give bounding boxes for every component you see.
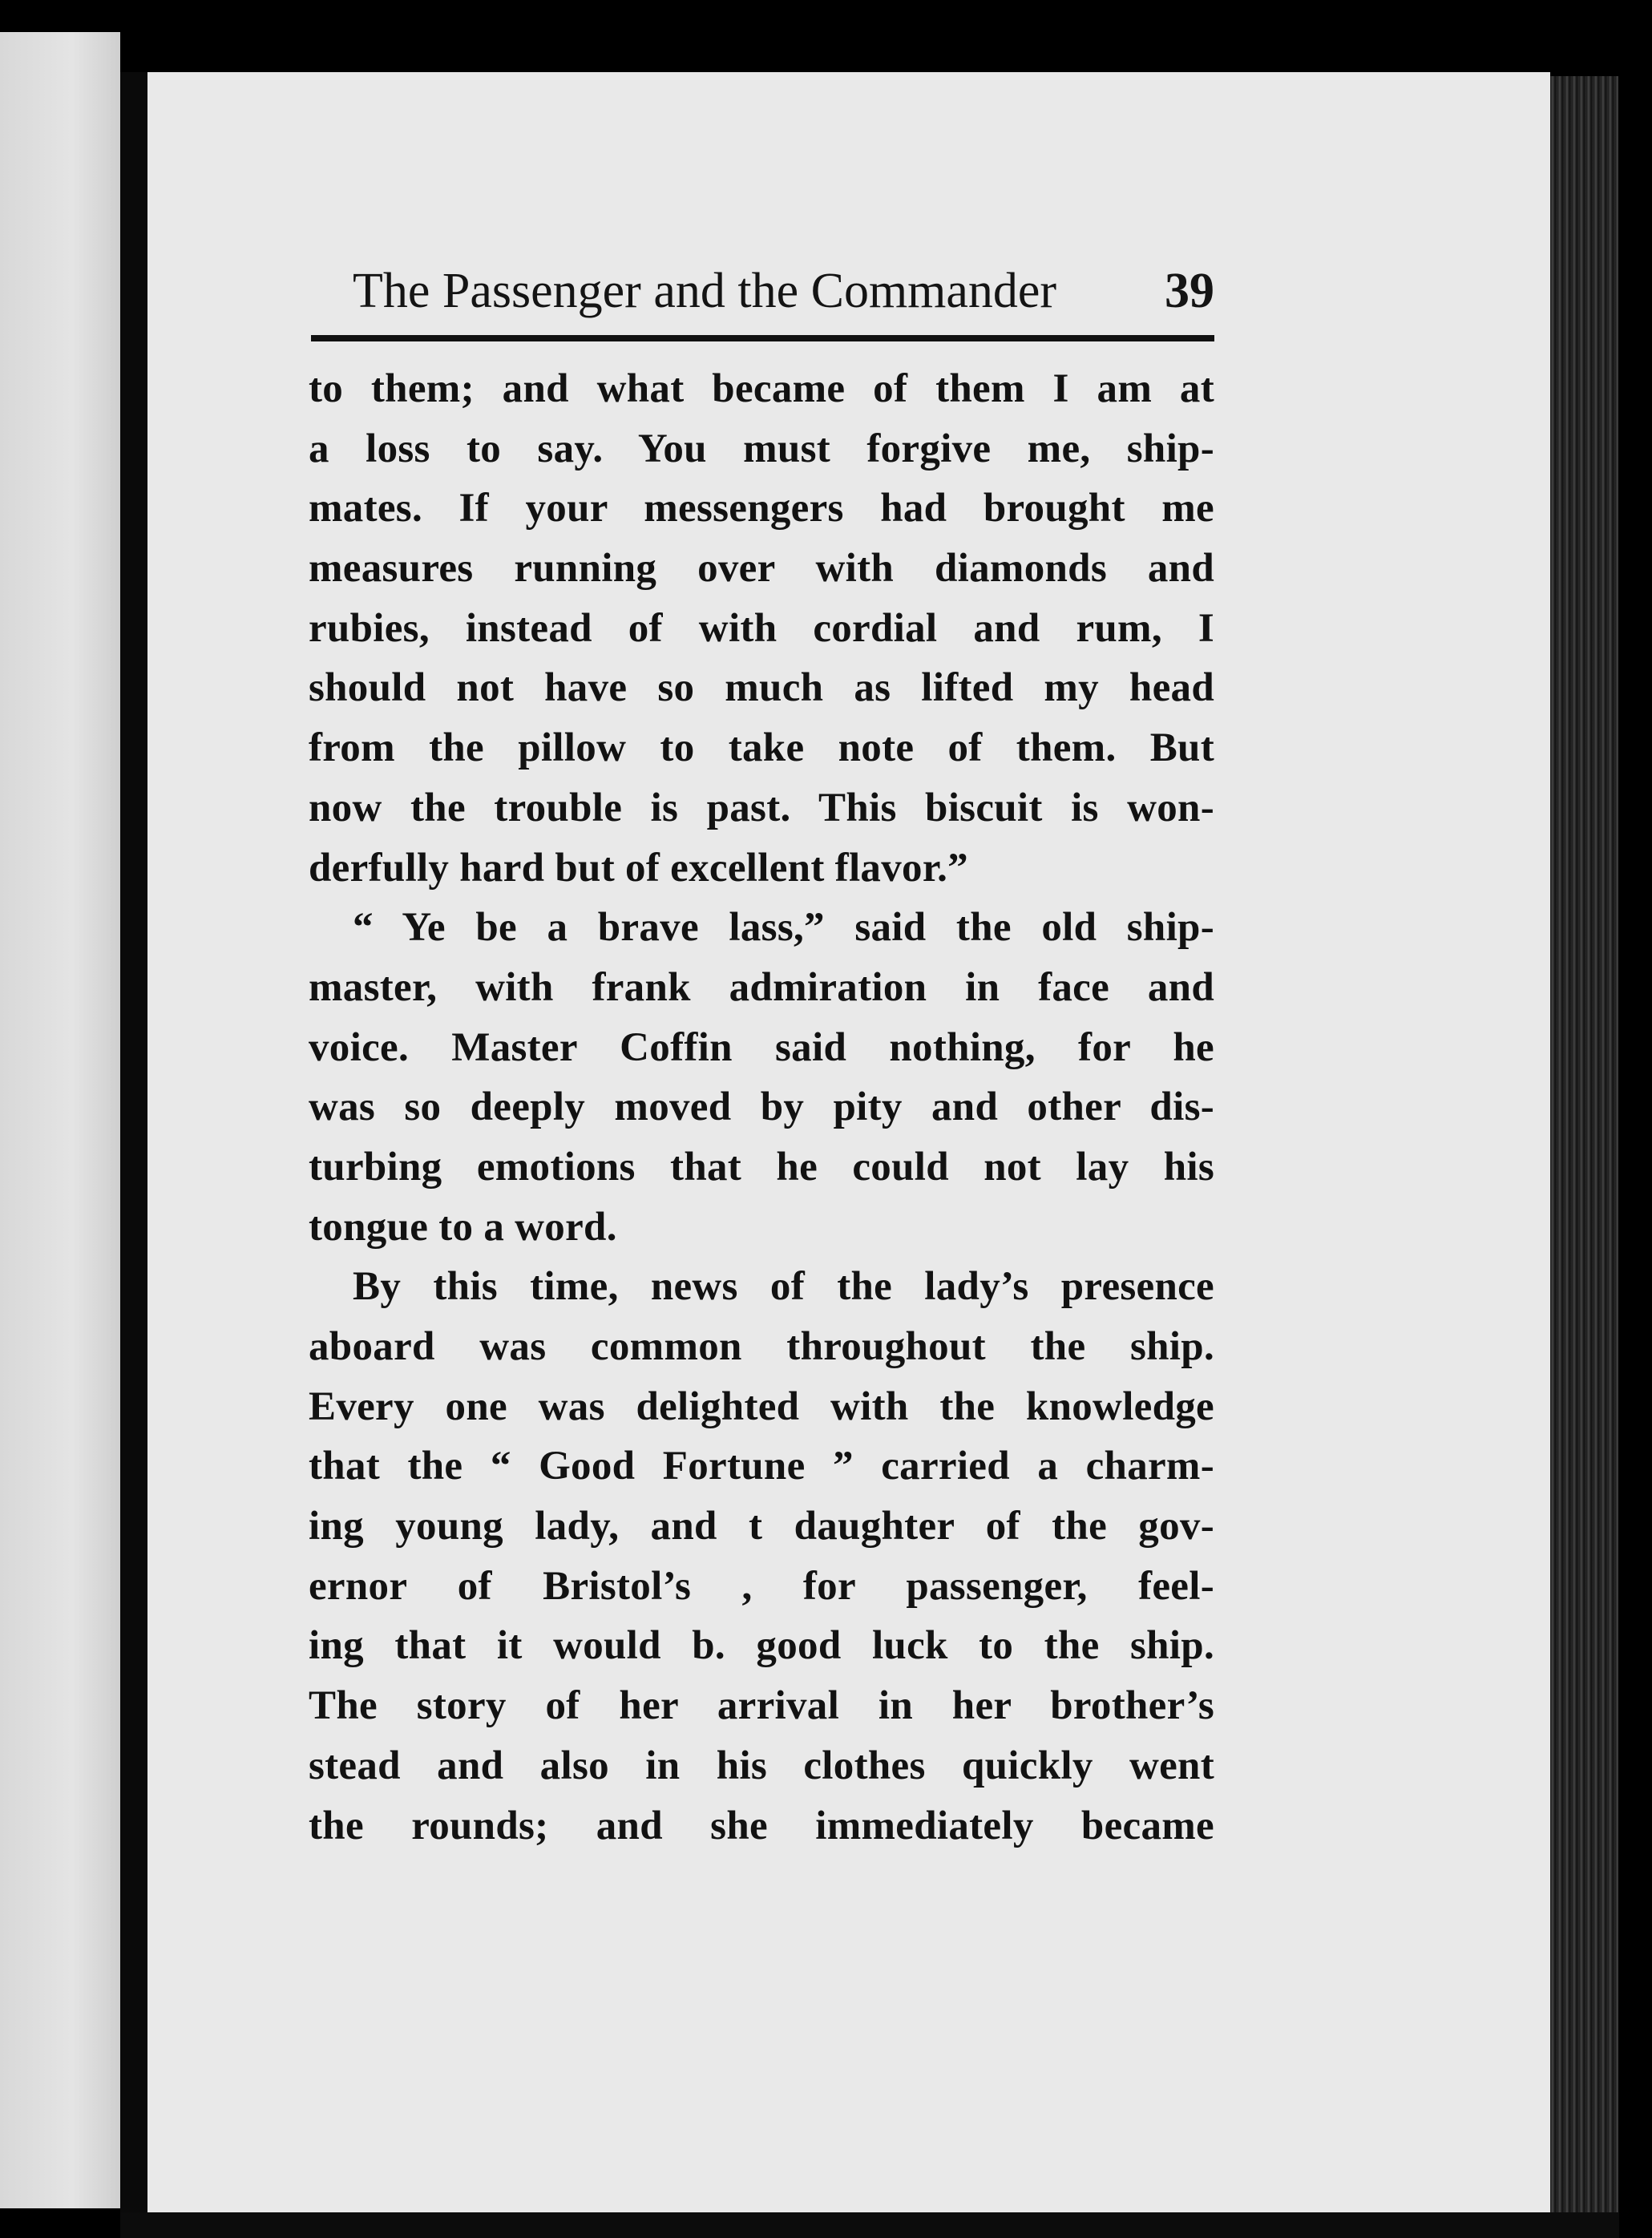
page-fore-edge [1550,76,1618,2224]
text-line: The story of her arrival in her brother’s [309,1683,1214,1729]
text-line: stead and also in his clothes quickly went [309,1743,1214,1788]
text-line: measures running over with diamonds and [309,546,1214,592]
header-rule [311,335,1214,341]
text-line: from the pillow to take note of them. But [309,725,1214,771]
text-line: the rounds; and she immediately became [309,1803,1214,1848]
body-text [309,359,1214,1856]
text-line: By this time, news of the lady’s presence [353,1264,1214,1310]
page-number: 39 [1165,264,1214,318]
text-line: should not have so much as lifted my head [309,665,1214,711]
text-line: voice. Master Coffin said nothing, for he [309,1024,1214,1070]
text-line: a loss to say. You must forgive me, ship- [309,426,1214,471]
text-line: that the “ Good Fortune ” carried a charm- [309,1444,1214,1489]
text-line: ing that it would b. good luck to the ship. [309,1623,1214,1669]
text-line: aboard was common throughout the ship. [309,1324,1214,1369]
text-line: Every one was delighted with the knowledge [309,1384,1214,1429]
running-head [353,263,1214,319]
text-line: to them; and what became of them I am at [309,366,1214,411]
text-line: rubies, instead of with cordial and rum, I [309,605,1214,651]
book-gutter [120,72,147,2220]
facing-page-edge [0,32,120,2208]
running-head-title: The Passenger and the Commander [353,264,1057,318]
text-line: was so deeply moved by pity and other dis- [309,1085,1214,1130]
text-line: derfully hard but of excellent flavor.” [309,845,968,891]
text-line: now the trouble is past. This biscuit is won- [309,785,1214,830]
text-line: ernor of Bristol’s , for passenger, feel- [309,1563,1214,1609]
text-line: “ Ye be a brave lass,” said the old ship- [353,905,1214,951]
text-line: tongue to a word. [309,1204,617,1250]
text-line: turbing emotions that he could not lay his [309,1144,1214,1190]
page-bottom-edge [120,2212,1619,2238]
text-line: mates. If your messengers had brought me [309,486,1214,531]
text-line: ing young lady, and t daughter of the gov- [309,1504,1214,1549]
text-line: master, with frank admiration in face and [309,964,1214,1010]
